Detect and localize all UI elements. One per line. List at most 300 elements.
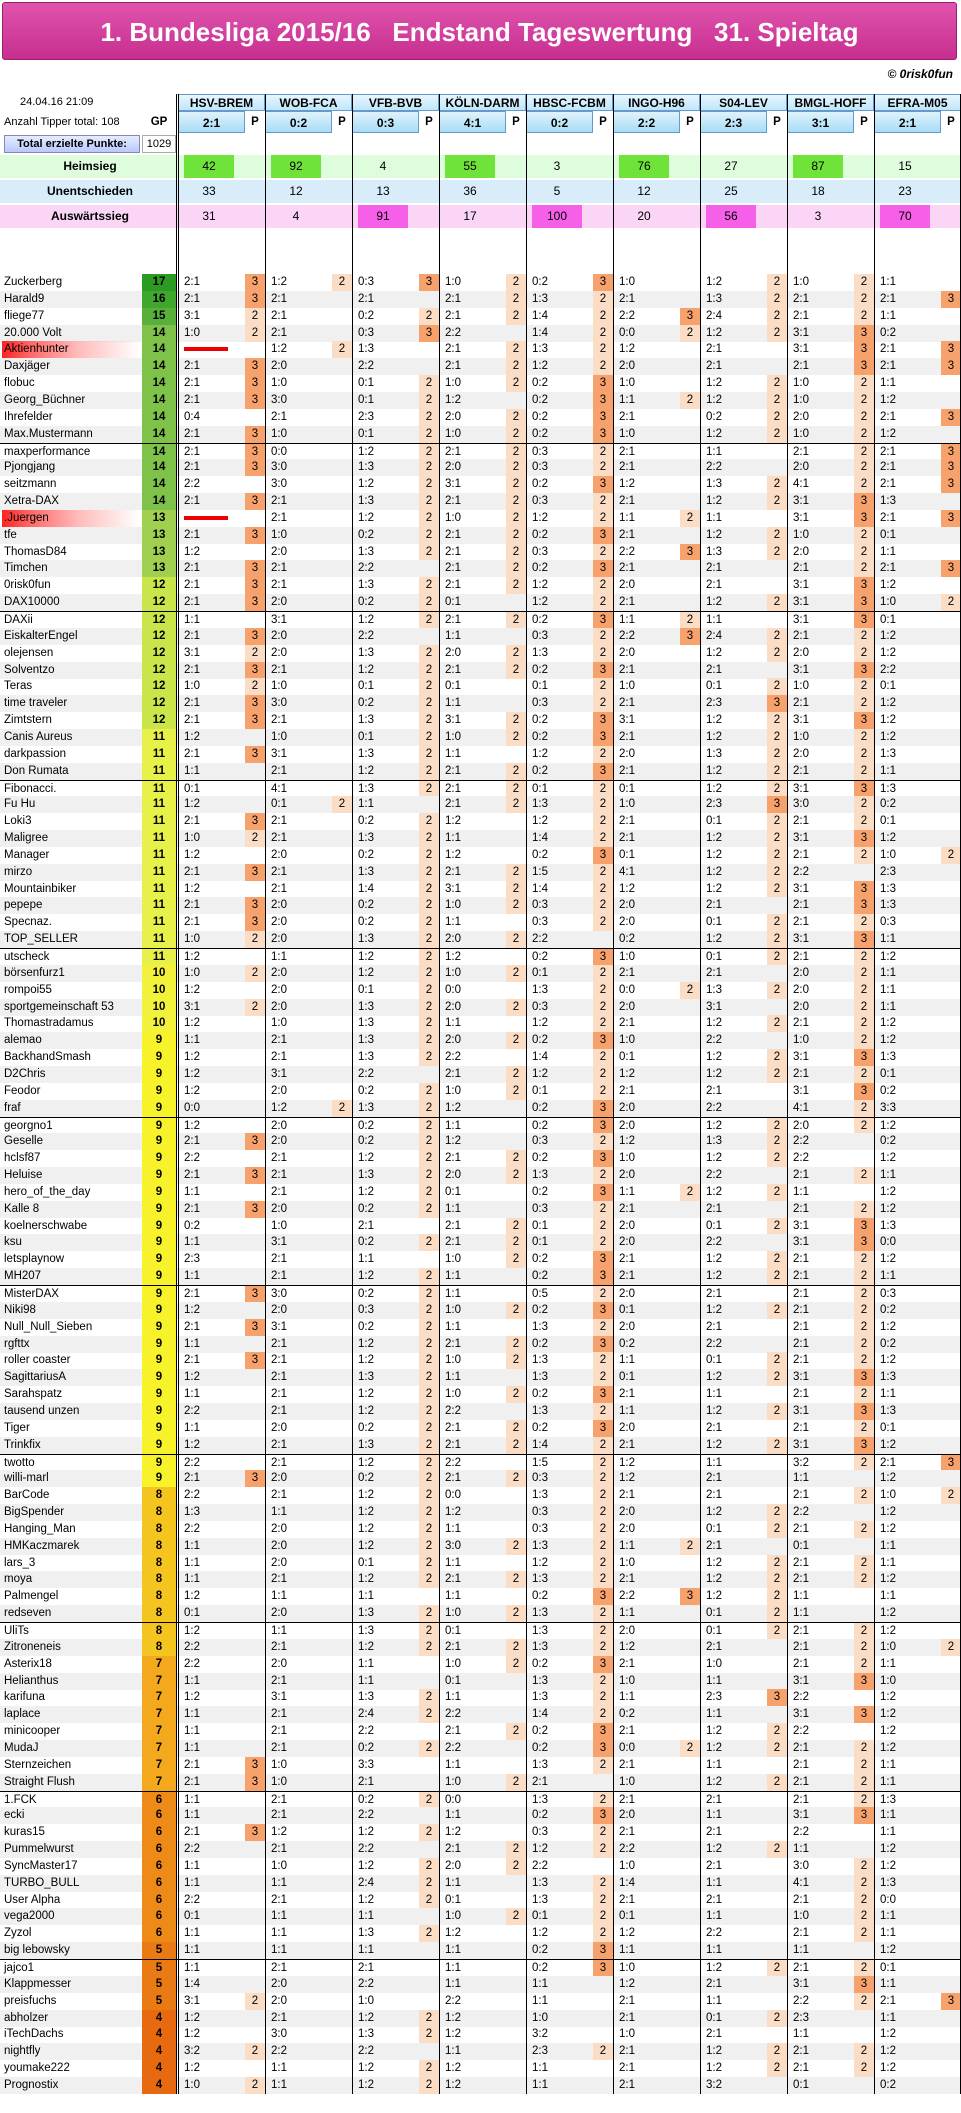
player-tip: 1:2 (619, 478, 635, 490)
player-tip: 0:4 (184, 411, 200, 423)
player-gp: 14 (142, 325, 176, 342)
player-tip: 3:1 (184, 647, 200, 659)
player-points (506, 1960, 526, 1976)
player-points (767, 1286, 787, 1302)
player-points: 2 (593, 594, 613, 611)
player-tip: 2:2 (793, 1506, 809, 1518)
player-name: Niki98 (4, 1304, 36, 1316)
player-tip: 1:2 (358, 1186, 374, 1198)
player-tip: 2:1 (271, 1152, 287, 1164)
player-tip: 1:0 (445, 1776, 461, 1788)
player-gp: 14 (142, 476, 176, 493)
player-points: 2 (506, 1032, 526, 1049)
player-points (332, 1133, 352, 1150)
player-tip: 1:0 (445, 899, 461, 911)
player-tip: 3:1 (793, 1085, 809, 1097)
player-gp: 12 (142, 645, 176, 662)
player-row (0, 1352, 961, 1369)
player-points: 2 (767, 544, 787, 561)
player-points (767, 1993, 787, 2010)
player-points: 3 (593, 729, 613, 746)
player-points: 2 (593, 1403, 613, 1420)
player-tip: 2:1 (184, 815, 200, 827)
player-points (680, 1841, 700, 1858)
player-tip: 2:0 (619, 1220, 635, 1232)
player-tip: 2:1 (619, 1388, 635, 1400)
player-points: 3 (245, 914, 265, 931)
player-points: 2 (506, 1386, 526, 1403)
player-points: 2 (506, 897, 526, 914)
player-gp: 9 (142, 1234, 176, 1251)
player-tip: 1:1 (532, 1995, 548, 2007)
player-tip: 0:1 (706, 680, 722, 692)
player-tip: 1:1 (706, 1388, 722, 1400)
player-gp: 14 (142, 341, 176, 358)
player-tip: 2:0 (271, 596, 287, 608)
player-points (941, 2010, 961, 2027)
player-points (941, 1083, 961, 1100)
player-points: 2 (593, 1623, 613, 1639)
player-tip: 0:2 (358, 596, 374, 608)
player-gp: 14 (142, 459, 176, 476)
player-points (680, 1100, 700, 1117)
player-gp: 8 (142, 1487, 176, 1504)
player-tip: 2:1 (619, 1439, 635, 1451)
player-tip: 0:2 (532, 1944, 548, 1956)
player-points: 2 (854, 1336, 874, 1353)
player-points: 2 (419, 510, 439, 527)
player-points (767, 1807, 787, 1824)
player-tip: 1:2 (358, 1338, 374, 1350)
player-tip: 2:1 (445, 664, 461, 676)
player-tip: 3:1 (184, 310, 200, 322)
player-tip: 0:3 (532, 1135, 548, 1147)
player-points: 2 (767, 1588, 787, 1605)
player-points (941, 1286, 961, 1302)
player-points (245, 781, 265, 797)
player-tip: 1:1 (184, 1708, 200, 1720)
player-tip: 1:2 (358, 614, 374, 626)
player-tip: 2:1 (445, 1422, 461, 1434)
player-points: 2 (593, 881, 613, 898)
player-tip: 0:2 (532, 765, 548, 777)
player-tip: 3:0 (445, 1540, 461, 1552)
player-tip: 1:1 (619, 1354, 635, 1366)
player-points: 2 (854, 1455, 874, 1471)
player-tip: 1:4 (532, 327, 548, 339)
player-tip: 2:1 (445, 1068, 461, 1080)
player-points (941, 965, 961, 982)
player-points (680, 914, 700, 931)
player-tip: 0:1 (358, 680, 374, 692)
player-points: 2 (680, 1538, 700, 1555)
player-tip: 2:1 (706, 1085, 722, 1097)
player-name: Pummelwurst (4, 1843, 74, 1855)
player-tip: 2:1 (619, 1270, 635, 1282)
player-name: BackhandSmash (4, 1051, 91, 1063)
player-tip: 2:4 (358, 1877, 374, 1889)
player-points (767, 560, 787, 577)
stat-value: 70 (880, 205, 930, 228)
player-tip: 1:1 (880, 1557, 896, 1569)
player-tip: 2:4 (706, 310, 722, 322)
player-points: 2 (680, 1184, 700, 1201)
player-tip: 1:0 (532, 2012, 548, 2024)
player-points (767, 612, 787, 628)
player-points (941, 493, 961, 510)
player-points (941, 864, 961, 881)
player-points (332, 1336, 352, 1353)
player-tip: 1:3 (358, 1102, 374, 1114)
player-points: 2 (593, 1792, 613, 1808)
player-points (332, 1723, 352, 1740)
player-points: 2 (854, 1352, 874, 1369)
player-points: 2 (593, 746, 613, 763)
player-tip: 1:1 (880, 2012, 896, 2024)
player-tip: 1:3 (880, 783, 896, 795)
column-divider (874, 94, 875, 2094)
player-points (680, 375, 700, 392)
player-tip: 2:1 (532, 1776, 548, 1788)
player-tip: 2:0 (271, 546, 287, 558)
player-tip: 2:1 (793, 697, 809, 709)
player-tip: 1:2 (358, 1860, 374, 1872)
player-points (332, 881, 352, 898)
gp-header: GP (150, 116, 168, 128)
player-tip: 1:3 (706, 748, 722, 760)
player-points: 2 (767, 2060, 787, 2077)
player-row (0, 1133, 961, 1150)
player-tip: 2:1 (445, 765, 461, 777)
player-tip: 1:3 (184, 1506, 200, 1518)
player-tip: 2:1 (706, 1794, 722, 1806)
player-points (245, 1218, 265, 1235)
player-points: 2 (593, 1689, 613, 1706)
player-points: 2 (854, 426, 874, 443)
player-tip: 1:1 (184, 1270, 200, 1282)
player-tip: 2:1 (793, 849, 809, 861)
player-points (245, 1184, 265, 1201)
player-gp: 9 (142, 1150, 176, 1167)
player-points (680, 781, 700, 797)
player-tip: 2:1 (706, 967, 722, 979)
player-points (332, 1942, 352, 1959)
player-tip: 0:2 (532, 394, 548, 406)
player-points (941, 1673, 961, 1690)
player-points: 2 (767, 1571, 787, 1588)
player-tip: 2:0 (445, 1169, 461, 1181)
player-tip: 3:1 (271, 1068, 287, 1080)
player-tip: 2:2 (184, 1405, 200, 1417)
player-tip: 0:2 (532, 1102, 548, 1114)
player-points (767, 1908, 787, 1925)
player-points: 2 (506, 1538, 526, 1555)
player-points (941, 881, 961, 898)
player-tip: 2:2 (880, 664, 896, 676)
player-points: 3 (593, 1100, 613, 1117)
player-row (0, 1150, 961, 1167)
player-gp: 7 (142, 1740, 176, 1757)
player-points (680, 645, 700, 662)
player-points: 2 (593, 1605, 613, 1622)
player-gp: 8 (142, 1588, 176, 1605)
player-points: 2 (854, 1032, 874, 1049)
player-tip: 0:1 (358, 1557, 374, 1569)
player-tip: 1:2 (706, 1253, 722, 1265)
player-points (332, 1150, 352, 1167)
match-result: 2:1 (874, 111, 941, 133)
player-tip: 2:1 (619, 1017, 635, 1029)
player-tip: 1:0 (793, 680, 809, 692)
player-tip: 1:2 (706, 1506, 722, 1518)
stat-value: 5 (553, 184, 561, 198)
player-tip: 2:1 (793, 1288, 809, 1300)
player-points (506, 1100, 526, 1117)
player-points (941, 308, 961, 325)
player-points: 2 (767, 628, 787, 645)
stats-row-home (0, 155, 961, 178)
player-points: 2 (593, 1352, 613, 1369)
player-tip: 4:1 (619, 866, 635, 878)
player-points: 2 (506, 999, 526, 1016)
player-points (680, 1369, 700, 1386)
player-tip: 2:1 (271, 866, 287, 878)
player-tip: 2:1 (793, 1658, 809, 1670)
player-points (941, 1623, 961, 1639)
player-points: 2 (854, 544, 874, 561)
player-tip: 2:1 (445, 1220, 461, 1232)
player-points (941, 325, 961, 342)
player-row (0, 493, 961, 510)
player-points (941, 662, 961, 679)
player-gp: 9 (142, 1470, 176, 1487)
player-points: 3 (854, 1218, 874, 1235)
player-points (680, 409, 700, 426)
player-points: 2 (593, 678, 613, 695)
player-points (941, 1251, 961, 1268)
player-tip: 2:2 (706, 1102, 722, 1114)
player-points: 2 (506, 729, 526, 746)
player-points (680, 2043, 700, 2060)
player-points (941, 1942, 961, 1959)
player-row (0, 695, 961, 712)
player-row (0, 780, 961, 797)
player-points: 2 (593, 1555, 613, 1572)
player-tip: 2:0 (619, 748, 635, 760)
player-points (941, 746, 961, 763)
player-points: 2 (854, 1319, 874, 1336)
player-gp: 9 (142, 1369, 176, 1386)
player-points (941, 1706, 961, 1723)
player-row (0, 325, 961, 342)
player-tip: 1:2 (706, 529, 722, 541)
player-tip: 2:1 (706, 1203, 722, 1215)
player-tip: 1:3 (532, 1371, 548, 1383)
player-tip: 1:2 (184, 546, 200, 558)
player-tip: 2:1 (184, 1288, 200, 1300)
player-tip: 2:1 (271, 1843, 287, 1855)
player-points (680, 1908, 700, 1925)
player-name: ThomasD84 (4, 546, 67, 558)
player-row (0, 1403, 961, 1420)
player-tip: 1:0 (793, 428, 809, 440)
player-name: Sarahspatz (4, 1388, 63, 1400)
player-gp: 6 (142, 1925, 176, 1942)
player-points: 2 (419, 1706, 439, 1723)
player-gp: 13 (142, 560, 176, 577)
player-tip: 1:2 (184, 1051, 200, 1063)
player-tip: 1:2 (880, 1708, 896, 1720)
player-tip: 0:1 (706, 1220, 722, 1232)
player-tip: 0:5 (532, 1288, 548, 1300)
player-name: letsplaynow (4, 1253, 65, 1265)
player-tip: 1:1 (793, 1590, 809, 1602)
player-points (332, 308, 352, 325)
player-row (0, 409, 961, 426)
player-points (332, 1993, 352, 2010)
player-points (680, 931, 700, 948)
player-tip: 3:1 (793, 883, 809, 895)
player-tip: 2:1 (793, 1776, 809, 1788)
player-row (0, 577, 961, 594)
player-tip: 1:4 (532, 1051, 548, 1063)
player-tip: 1:2 (880, 697, 896, 709)
player-tip: 2:2 (358, 1809, 374, 1821)
player-points (680, 577, 700, 594)
player-points: 2 (419, 1740, 439, 1757)
player-row (0, 1015, 961, 1032)
player-name: Hanging_Man (4, 1523, 76, 1535)
player-points: 2 (854, 1118, 874, 1134)
player-name: Asterix18 (4, 1658, 52, 1670)
player-tip: 2:1 (880, 411, 896, 423)
player-points: 2 (419, 1352, 439, 1369)
player-tip: 1:2 (184, 1691, 200, 1703)
player-tip: 1:1 (880, 310, 896, 322)
player-tip: 0:2 (358, 815, 374, 827)
player-points: 2 (419, 881, 439, 898)
player-points: 3 (854, 712, 874, 729)
player-row (0, 1487, 961, 1504)
player-points (941, 1908, 961, 1925)
player-gp: 9 (142, 1251, 176, 1268)
player-points (680, 712, 700, 729)
player-tip: 1:1 (184, 1860, 200, 1872)
player-points: 2 (593, 645, 613, 662)
player-points: 2 (593, 1201, 613, 1218)
player-points: 2 (767, 982, 787, 999)
player-points (941, 274, 961, 291)
player-tip: 2:1 (880, 1995, 896, 2007)
player-points (680, 1015, 700, 1032)
player-tip: 1:2 (880, 1253, 896, 1265)
header-row-results (0, 111, 961, 133)
match-result: 0:3 (352, 111, 419, 133)
player-gp: 9 (142, 1386, 176, 1403)
player-tip: 1:4 (358, 883, 374, 895)
player-points (245, 1689, 265, 1706)
player-tip: 2:1 (793, 1523, 809, 1535)
player-tip: 1:3 (532, 343, 548, 355)
player-points: 3 (854, 1403, 874, 1420)
player-points: 3 (245, 712, 265, 729)
player-gp: 8 (142, 1623, 176, 1639)
player-tip: 2:3 (706, 697, 722, 709)
player-tip: 3:0 (793, 1860, 809, 1872)
player-points: 2 (593, 577, 613, 594)
player-tip: 1:1 (619, 1691, 635, 1703)
player-points (941, 426, 961, 443)
player-points: 2 (854, 1571, 874, 1588)
player-row (0, 1993, 961, 2010)
player-points (332, 577, 352, 594)
player-tip: 0:2 (532, 1338, 548, 1350)
player-tip: 2:1 (184, 1759, 200, 1771)
player-points: 2 (767, 527, 787, 544)
player-points: 2 (506, 459, 526, 476)
player-points: 2 (854, 1993, 874, 2010)
player-tip: 2:0 (619, 1102, 635, 1114)
player-points: 2 (854, 1623, 874, 1639)
player-points (245, 1942, 265, 1959)
player-tip: 1:3 (532, 1405, 548, 1417)
player-name: Maligree (4, 832, 49, 844)
player-points (332, 1369, 352, 1386)
player-points: 2 (506, 1571, 526, 1588)
player-tip: 1:2 (532, 512, 548, 524)
player-points (941, 1403, 961, 1420)
player-name: Geselle (4, 1135, 43, 1147)
player-tip: 2:1 (619, 1573, 635, 1585)
player-tip: 0:0 (619, 327, 635, 339)
player-tip: 1:1 (706, 1944, 722, 1956)
player-tip: 2:1 (880, 360, 896, 372)
player-points (767, 1757, 787, 1774)
player-tip: 1:1 (880, 1270, 896, 1282)
player-gp: 6 (142, 1792, 176, 1808)
stat-value: 15 (898, 159, 912, 173)
player-tip: 1:0 (619, 1860, 635, 1872)
player-points (332, 1623, 352, 1639)
player-points: 2 (767, 1555, 787, 1572)
player-row (0, 1302, 961, 1319)
player-gp: 8 (142, 1571, 176, 1588)
player-points (680, 999, 700, 1016)
player-name: nightfly (4, 2045, 41, 2057)
player-tip: 1:1 (445, 1557, 461, 1569)
player-tip: 0:1 (706, 916, 722, 928)
player-points (941, 796, 961, 813)
player-points: 2 (593, 1892, 613, 1909)
player-points (245, 1083, 265, 1100)
player-tip: 1:2 (880, 1034, 896, 1046)
player-tip: 3:1 (793, 1051, 809, 1063)
match-name: EFRA-M05 (874, 94, 961, 111)
player-tip: 1:2 (880, 731, 896, 743)
player-points (941, 577, 961, 594)
player-points: 2 (854, 965, 874, 982)
player-points: 2 (419, 612, 439, 628)
player-name: vega2000 (4, 1910, 55, 1922)
player-points (941, 1386, 961, 1403)
player-points: 2 (767, 847, 787, 864)
player-points (941, 2026, 961, 2043)
player-tip: 2:1 (880, 562, 896, 574)
player-tip: 2:1 (184, 293, 200, 305)
player-points: 2 (854, 678, 874, 695)
player-tip: 1:0 (793, 276, 809, 288)
player-tip: 2:0 (445, 1860, 461, 1872)
